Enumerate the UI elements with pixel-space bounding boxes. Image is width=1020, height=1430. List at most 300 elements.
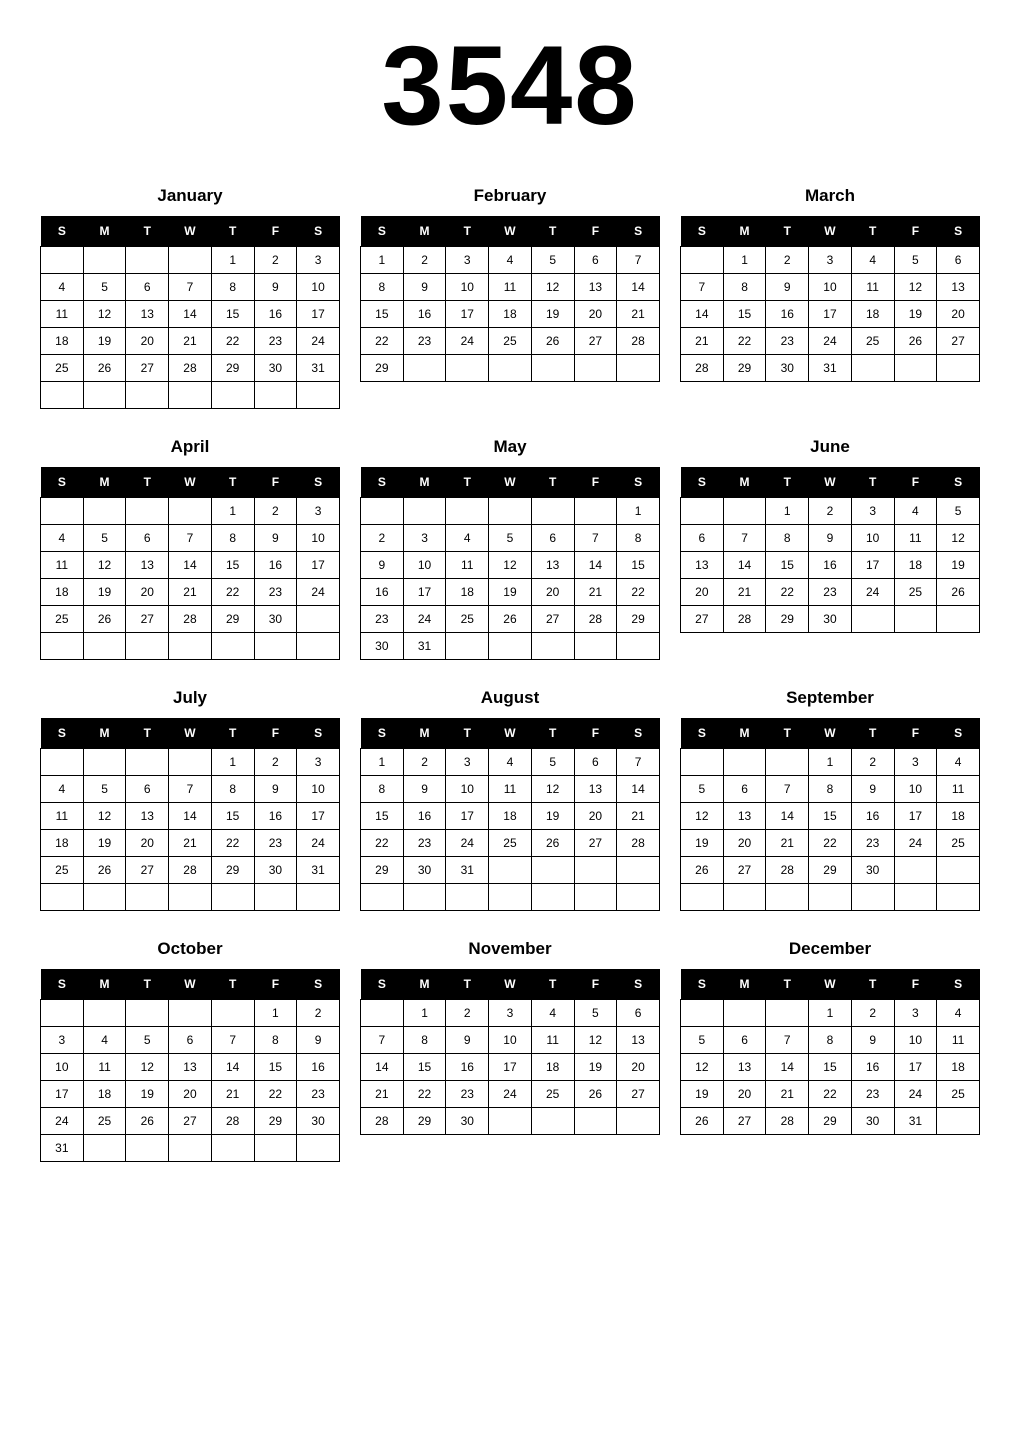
day-cell[interactable]: 2 [403,247,446,274]
day-cell[interactable]: 25 [446,606,489,633]
day-cell[interactable]: 13 [937,274,980,301]
day-cell[interactable] [766,884,809,911]
day-cell[interactable]: 23 [766,328,809,355]
day-cell[interactable]: 8 [361,274,404,301]
day-cell[interactable]: 26 [937,579,980,606]
day-cell[interactable]: 17 [446,803,489,830]
day-cell[interactable]: 15 [211,552,254,579]
day-cell[interactable]: 13 [723,1054,766,1081]
day-cell[interactable]: 1 [211,498,254,525]
day-cell[interactable]: 20 [681,579,724,606]
day-cell[interactable]: 2 [766,247,809,274]
day-cell[interactable]: 18 [83,1081,126,1108]
day-cell[interactable] [574,355,617,382]
day-cell[interactable]: 23 [446,1081,489,1108]
day-cell[interactable]: 28 [681,355,724,382]
day-cell[interactable] [41,884,84,911]
day-cell[interactable]: 30 [254,857,297,884]
day-cell[interactable]: 11 [41,301,84,328]
day-cell[interactable]: 1 [809,1000,852,1027]
day-cell[interactable]: 26 [489,606,532,633]
day-cell[interactable]: 24 [403,606,446,633]
day-cell[interactable]: 23 [403,830,446,857]
day-cell[interactable]: 4 [489,749,532,776]
day-cell[interactable]: 3 [851,498,894,525]
day-cell[interactable]: 26 [83,355,126,382]
day-cell[interactable]: 12 [574,1027,617,1054]
day-cell[interactable]: 24 [297,579,340,606]
day-cell[interactable]: 10 [297,525,340,552]
day-cell[interactable]: 4 [937,1000,980,1027]
day-cell[interactable]: 3 [894,749,937,776]
day-cell[interactable]: 28 [617,328,660,355]
day-cell[interactable]: 20 [574,301,617,328]
day-cell[interactable]: 5 [126,1027,169,1054]
day-cell[interactable]: 9 [403,274,446,301]
day-cell[interactable]: 11 [937,1027,980,1054]
day-cell[interactable]: 7 [361,1027,404,1054]
day-cell[interactable]: 31 [297,355,340,382]
day-cell[interactable] [617,633,660,660]
day-cell[interactable]: 2 [254,498,297,525]
day-cell[interactable] [574,633,617,660]
day-cell[interactable]: 20 [126,830,169,857]
day-cell[interactable]: 23 [361,606,404,633]
day-cell[interactable]: 12 [83,803,126,830]
day-cell[interactable]: 2 [851,1000,894,1027]
day-cell[interactable]: 30 [851,1108,894,1135]
day-cell[interactable]: 2 [297,1000,340,1027]
day-cell[interactable]: 8 [617,525,660,552]
day-cell[interactable]: 27 [574,328,617,355]
day-cell[interactable]: 2 [851,749,894,776]
day-cell[interactable]: 31 [297,857,340,884]
day-cell[interactable] [83,247,126,274]
day-cell[interactable]: 23 [297,1081,340,1108]
day-cell[interactable]: 30 [809,606,852,633]
day-cell[interactable]: 14 [766,803,809,830]
day-cell[interactable]: 14 [681,301,724,328]
day-cell[interactable]: 18 [894,552,937,579]
day-cell[interactable]: 22 [766,579,809,606]
day-cell[interactable]: 1 [766,498,809,525]
day-cell[interactable] [681,247,724,274]
day-cell[interactable]: 8 [211,776,254,803]
day-cell[interactable] [617,1108,660,1135]
day-cell[interactable]: 23 [851,1081,894,1108]
day-cell[interactable]: 20 [617,1054,660,1081]
day-cell[interactable] [489,884,532,911]
day-cell[interactable]: 23 [254,830,297,857]
day-cell[interactable] [254,884,297,911]
day-cell[interactable]: 3 [41,1027,84,1054]
day-cell[interactable]: 5 [531,247,574,274]
day-cell[interactable]: 1 [723,247,766,274]
day-cell[interactable]: 21 [723,579,766,606]
day-cell[interactable]: 16 [403,803,446,830]
day-cell[interactable] [403,498,446,525]
day-cell[interactable]: 5 [489,525,532,552]
day-cell[interactable] [681,749,724,776]
day-cell[interactable]: 12 [937,525,980,552]
day-cell[interactable] [126,247,169,274]
day-cell[interactable]: 17 [446,301,489,328]
day-cell[interactable]: 18 [937,803,980,830]
day-cell[interactable]: 17 [894,803,937,830]
day-cell[interactable]: 21 [766,830,809,857]
day-cell[interactable]: 30 [766,355,809,382]
day-cell[interactable]: 16 [851,803,894,830]
day-cell[interactable]: 30 [851,857,894,884]
day-cell[interactable]: 4 [41,274,84,301]
day-cell[interactable]: 4 [489,247,532,274]
day-cell[interactable]: 14 [211,1054,254,1081]
day-cell[interactable] [41,1000,84,1027]
day-cell[interactable]: 9 [361,552,404,579]
day-cell[interactable]: 3 [297,498,340,525]
day-cell[interactable]: 10 [894,1027,937,1054]
day-cell[interactable]: 12 [83,301,126,328]
day-cell[interactable]: 25 [489,830,532,857]
day-cell[interactable] [531,633,574,660]
day-cell[interactable] [446,633,489,660]
day-cell[interactable]: 2 [446,1000,489,1027]
day-cell[interactable]: 5 [937,498,980,525]
day-cell[interactable]: 14 [169,803,212,830]
day-cell[interactable]: 28 [574,606,617,633]
day-cell[interactable]: 31 [446,857,489,884]
day-cell[interactable]: 25 [937,1081,980,1108]
day-cell[interactable]: 28 [766,1108,809,1135]
day-cell[interactable]: 25 [41,857,84,884]
day-cell[interactable]: 26 [126,1108,169,1135]
day-cell[interactable] [574,884,617,911]
day-cell[interactable]: 24 [297,830,340,857]
day-cell[interactable]: 13 [617,1027,660,1054]
day-cell[interactable]: 20 [723,1081,766,1108]
day-cell[interactable]: 27 [723,857,766,884]
day-cell[interactable]: 20 [169,1081,212,1108]
day-cell[interactable]: 29 [254,1108,297,1135]
day-cell[interactable]: 22 [403,1081,446,1108]
day-cell[interactable]: 14 [617,274,660,301]
day-cell[interactable]: 27 [126,606,169,633]
day-cell[interactable]: 11 [83,1054,126,1081]
day-cell[interactable]: 30 [254,606,297,633]
day-cell[interactable]: 5 [83,525,126,552]
day-cell[interactable]: 13 [169,1054,212,1081]
day-cell[interactable]: 30 [361,633,404,660]
day-cell[interactable]: 7 [169,525,212,552]
day-cell[interactable]: 20 [531,579,574,606]
day-cell[interactable]: 8 [361,776,404,803]
day-cell[interactable] [297,382,340,409]
day-cell[interactable] [169,884,212,911]
day-cell[interactable]: 8 [254,1027,297,1054]
day-cell[interactable] [851,606,894,633]
day-cell[interactable] [531,884,574,911]
day-cell[interactable] [169,247,212,274]
day-cell[interactable]: 9 [254,525,297,552]
day-cell[interactable]: 17 [851,552,894,579]
day-cell[interactable]: 7 [617,247,660,274]
day-cell[interactable]: 26 [681,1108,724,1135]
day-cell[interactable]: 17 [297,301,340,328]
day-cell[interactable] [211,382,254,409]
day-cell[interactable]: 5 [681,1027,724,1054]
day-cell[interactable]: 16 [254,552,297,579]
day-cell[interactable]: 10 [41,1054,84,1081]
day-cell[interactable]: 19 [937,552,980,579]
day-cell[interactable]: 4 [851,247,894,274]
day-cell[interactable]: 25 [41,355,84,382]
day-cell[interactable]: 1 [254,1000,297,1027]
day-cell[interactable] [297,606,340,633]
day-cell[interactable]: 11 [531,1027,574,1054]
day-cell[interactable]: 25 [489,328,532,355]
day-cell[interactable]: 6 [126,525,169,552]
day-cell[interactable] [446,884,489,911]
day-cell[interactable]: 13 [126,552,169,579]
day-cell[interactable] [41,633,84,660]
day-cell[interactable]: 19 [83,579,126,606]
day-cell[interactable]: 13 [723,803,766,830]
day-cell[interactable]: 12 [531,274,574,301]
day-cell[interactable]: 8 [211,274,254,301]
day-cell[interactable]: 18 [489,301,532,328]
day-cell[interactable]: 10 [297,776,340,803]
day-cell[interactable]: 17 [41,1081,84,1108]
day-cell[interactable] [446,355,489,382]
day-cell[interactable]: 19 [83,328,126,355]
day-cell[interactable] [169,1000,212,1027]
day-cell[interactable]: 21 [766,1081,809,1108]
day-cell[interactable]: 14 [574,552,617,579]
day-cell[interactable]: 20 [126,328,169,355]
day-cell[interactable]: 27 [681,606,724,633]
day-cell[interactable]: 1 [403,1000,446,1027]
day-cell[interactable]: 24 [851,579,894,606]
day-cell[interactable]: 29 [403,1108,446,1135]
day-cell[interactable]: 11 [894,525,937,552]
day-cell[interactable] [489,1108,532,1135]
day-cell[interactable]: 22 [361,830,404,857]
day-cell[interactable] [254,382,297,409]
day-cell[interactable] [723,1000,766,1027]
day-cell[interactable]: 16 [446,1054,489,1081]
day-cell[interactable]: 9 [851,1027,894,1054]
day-cell[interactable] [83,382,126,409]
day-cell[interactable]: 7 [211,1027,254,1054]
day-cell[interactable]: 19 [681,1081,724,1108]
day-cell[interactable]: 31 [403,633,446,660]
day-cell[interactable] [41,382,84,409]
day-cell[interactable]: 30 [446,1108,489,1135]
day-cell[interactable] [83,498,126,525]
day-cell[interactable] [169,749,212,776]
day-cell[interactable]: 23 [403,328,446,355]
day-cell[interactable]: 26 [531,328,574,355]
day-cell[interactable] [489,857,532,884]
day-cell[interactable] [361,1000,404,1027]
day-cell[interactable]: 31 [809,355,852,382]
day-cell[interactable]: 1 [617,498,660,525]
day-cell[interactable]: 6 [681,525,724,552]
day-cell[interactable] [83,633,126,660]
day-cell[interactable]: 19 [126,1081,169,1108]
day-cell[interactable]: 13 [126,803,169,830]
day-cell[interactable]: 10 [489,1027,532,1054]
day-cell[interactable]: 19 [531,301,574,328]
day-cell[interactable]: 3 [403,525,446,552]
day-cell[interactable]: 27 [723,1108,766,1135]
day-cell[interactable]: 11 [41,803,84,830]
day-cell[interactable] [937,606,980,633]
day-cell[interactable] [403,355,446,382]
day-cell[interactable] [83,749,126,776]
day-cell[interactable]: 28 [766,857,809,884]
day-cell[interactable] [489,355,532,382]
day-cell[interactable]: 19 [681,830,724,857]
day-cell[interactable] [489,633,532,660]
day-cell[interactable]: 6 [574,749,617,776]
day-cell[interactable]: 2 [809,498,852,525]
day-cell[interactable]: 30 [403,857,446,884]
day-cell[interactable] [126,1000,169,1027]
day-cell[interactable]: 19 [574,1054,617,1081]
day-cell[interactable]: 28 [211,1108,254,1135]
day-cell[interactable]: 3 [809,247,852,274]
day-cell[interactable]: 29 [766,606,809,633]
day-cell[interactable]: 14 [169,301,212,328]
day-cell[interactable]: 17 [403,579,446,606]
day-cell[interactable]: 4 [83,1027,126,1054]
day-cell[interactable]: 15 [211,301,254,328]
day-cell[interactable]: 6 [169,1027,212,1054]
day-cell[interactable]: 23 [809,579,852,606]
day-cell[interactable]: 20 [937,301,980,328]
day-cell[interactable]: 27 [126,355,169,382]
day-cell[interactable]: 9 [254,274,297,301]
day-cell[interactable]: 6 [937,247,980,274]
day-cell[interactable] [531,857,574,884]
day-cell[interactable]: 8 [723,274,766,301]
day-cell[interactable]: 22 [809,830,852,857]
day-cell[interactable]: 3 [297,247,340,274]
day-cell[interactable]: 24 [894,1081,937,1108]
day-cell[interactable]: 5 [894,247,937,274]
day-cell[interactable]: 28 [723,606,766,633]
day-cell[interactable] [126,633,169,660]
day-cell[interactable]: 10 [894,776,937,803]
day-cell[interactable]: 18 [489,803,532,830]
day-cell[interactable]: 6 [723,776,766,803]
day-cell[interactable]: 7 [681,274,724,301]
day-cell[interactable] [361,498,404,525]
day-cell[interactable]: 9 [809,525,852,552]
day-cell[interactable] [254,633,297,660]
day-cell[interactable]: 17 [809,301,852,328]
day-cell[interactable]: 20 [723,830,766,857]
day-cell[interactable]: 22 [211,830,254,857]
day-cell[interactable]: 12 [681,1054,724,1081]
day-cell[interactable]: 3 [446,749,489,776]
day-cell[interactable]: 10 [446,776,489,803]
day-cell[interactable] [403,884,446,911]
day-cell[interactable]: 26 [574,1081,617,1108]
day-cell[interactable] [723,498,766,525]
day-cell[interactable]: 29 [723,355,766,382]
day-cell[interactable]: 16 [254,803,297,830]
day-cell[interactable]: 11 [937,776,980,803]
day-cell[interactable]: 6 [126,776,169,803]
day-cell[interactable]: 22 [617,579,660,606]
day-cell[interactable]: 25 [937,830,980,857]
day-cell[interactable]: 9 [766,274,809,301]
day-cell[interactable]: 5 [574,1000,617,1027]
day-cell[interactable]: 15 [809,1054,852,1081]
day-cell[interactable]: 1 [361,749,404,776]
day-cell[interactable]: 12 [531,776,574,803]
day-cell[interactable]: 25 [894,579,937,606]
day-cell[interactable]: 29 [809,857,852,884]
day-cell[interactable] [809,884,852,911]
day-cell[interactable]: 1 [211,247,254,274]
day-cell[interactable] [126,749,169,776]
day-cell[interactable]: 18 [937,1054,980,1081]
day-cell[interactable] [894,606,937,633]
day-cell[interactable] [766,749,809,776]
day-cell[interactable] [169,633,212,660]
day-cell[interactable] [83,1000,126,1027]
day-cell[interactable]: 15 [809,803,852,830]
day-cell[interactable]: 18 [41,328,84,355]
day-cell[interactable]: 18 [851,301,894,328]
day-cell[interactable]: 10 [446,274,489,301]
day-cell[interactable]: 2 [361,525,404,552]
day-cell[interactable]: 29 [211,355,254,382]
day-cell[interactable]: 12 [126,1054,169,1081]
day-cell[interactable]: 17 [894,1054,937,1081]
day-cell[interactable]: 21 [361,1081,404,1108]
day-cell[interactable]: 3 [489,1000,532,1027]
day-cell[interactable] [681,1000,724,1027]
day-cell[interactable]: 27 [126,857,169,884]
day-cell[interactable]: 7 [766,1027,809,1054]
day-cell[interactable]: 16 [361,579,404,606]
day-cell[interactable]: 9 [403,776,446,803]
day-cell[interactable]: 29 [361,857,404,884]
day-cell[interactable]: 19 [894,301,937,328]
day-cell[interactable]: 29 [211,857,254,884]
day-cell[interactable] [894,857,937,884]
day-cell[interactable] [531,498,574,525]
day-cell[interactable]: 24 [446,328,489,355]
day-cell[interactable]: 5 [83,274,126,301]
day-cell[interactable]: 30 [254,355,297,382]
day-cell[interactable] [83,884,126,911]
day-cell[interactable]: 10 [809,274,852,301]
day-cell[interactable]: 8 [766,525,809,552]
day-cell[interactable]: 23 [254,579,297,606]
day-cell[interactable]: 19 [531,803,574,830]
day-cell[interactable]: 4 [41,776,84,803]
day-cell[interactable]: 29 [361,355,404,382]
day-cell[interactable]: 13 [126,301,169,328]
day-cell[interactable]: 12 [681,803,724,830]
day-cell[interactable] [937,355,980,382]
day-cell[interactable]: 8 [809,776,852,803]
